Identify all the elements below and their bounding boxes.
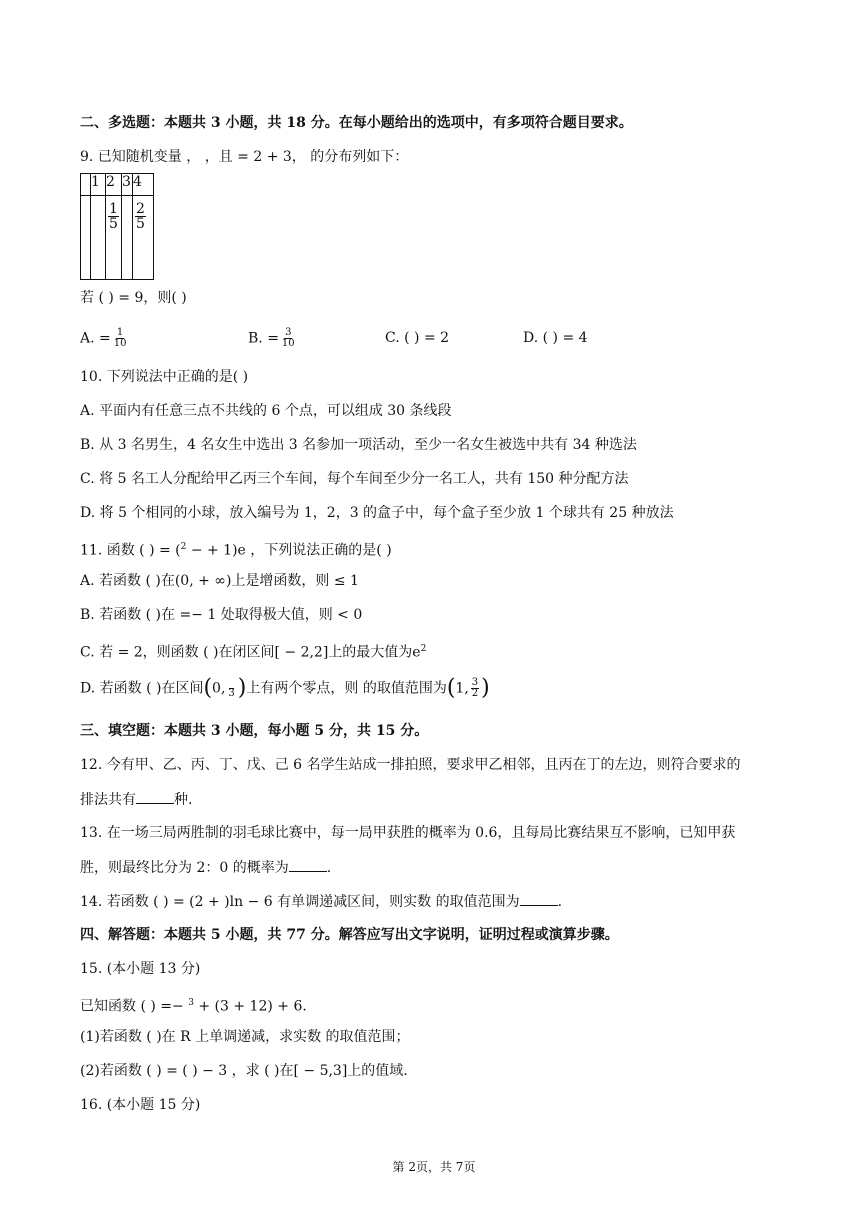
table-cell [81, 196, 91, 280]
interval-text: 0, [212, 680, 226, 697]
question-12-line2 [80, 789, 192, 810]
text-part: 14. 若函数 ( ) = (2 + )ln − 6 有单调递减区间，则实数 的取值范围为 [80, 894, 520, 910]
question-12-line1: 12. 今有甲、乙、丙、丁、戊、己 6 名学生站成一排拍照，要求甲乙相邻，且丙在丁的左边，则符合要求的 [80, 757, 741, 773]
text-part: 已知函数 ( ) =− [80, 998, 189, 1015]
table-row [81, 196, 154, 280]
question-11-stem [80, 537, 392, 561]
text-part: 胜，则最终比分为 2：0 的概率为 [80, 860, 289, 876]
table-cell [81, 174, 91, 196]
table-cell: 3 [122, 174, 133, 196]
option-9b [248, 328, 298, 349]
question-16-title: 16. (本小题 15 分) [80, 1097, 201, 1113]
option-fraction: $\frac{1}{10}$ [113, 327, 127, 349]
answer-blank [136, 789, 174, 804]
option-11a: A. 若函数 ( )在(0, + ∞)上是增函数，则 ≤ 1 [80, 573, 359, 589]
option-11d [80, 675, 490, 701]
probability-fraction: $\frac{1}{5}$ [109, 201, 118, 232]
question-9-stem: 9. 已知随机变量 ， ，且 = 2 + 3， 的分布列如下： [80, 149, 409, 165]
option-label: A. = [80, 330, 111, 347]
question-14 [80, 891, 562, 912]
question-9-condition: 若 ( ) = 9，则( ) [80, 290, 187, 306]
table-row [81, 174, 154, 196]
option-9c: C. ( ) = 2 [385, 330, 450, 346]
option-text: D. 若函数 ( )在区间 [80, 680, 204, 697]
table-cell [91, 196, 106, 280]
right-paren: ) [481, 675, 490, 701]
section-4-heading: 四、解答题：本题共 5 小题，共 77 分。解答应写出文字说明，证明过程或演算步骤。 [80, 927, 619, 943]
table-cell [106, 196, 122, 280]
option-label: B. = [248, 330, 279, 347]
answer-blank [520, 891, 558, 906]
question-15-part1: (1)若函数 ( )在 R 上单调递减，求实数 的取值范围； [80, 1029, 410, 1045]
text-part: 排法共有 [80, 792, 136, 808]
option-text: C. 若 = 2，则函数 ( )在闭区间[ − 2,2]上的最大值为e [80, 644, 421, 661]
option-11c [80, 639, 426, 663]
interval-fraction: $\frac{3}{2}$ [471, 677, 479, 699]
question-15-part2: (2)若函数 ( ) = ( ) − 3 ，求 ( )在[ − 5,3]上的值域. [80, 1063, 408, 1079]
left-paren: ( [203, 675, 213, 701]
section-2-heading: 二、多选题：本题共 3 小题，共 18 分。在每小题给出的选项中，有多项符合题目要求。 [80, 115, 633, 131]
option-text: 上有两个零点，则 的取值范围为 [246, 680, 447, 697]
option-10d: D. 将 5 个相同的小球，放入编号为 1，2，3 的盒子中，每个盒子至少放 1 个球共有 25 种放法 [80, 505, 674, 521]
page-footer: 第 2页，共 7页 [392, 1160, 476, 1174]
text-part: + (3 + 12) + 6. [193, 998, 307, 1015]
option-fraction: $\frac{3}{10}$ [281, 327, 295, 349]
right-paren: ) [237, 675, 247, 701]
stem-part: 11. 函数 ( ) = ( [80, 542, 181, 559]
question-10-stem: 10. 下列说法中正确的是( ) [80, 369, 249, 385]
stem-part: − + 1)e ，下列说法正确的是( ) [186, 542, 392, 559]
question-13-line2 [80, 857, 331, 878]
question-15-given [80, 993, 307, 1017]
question-13-line1: 13. 在一场三局两胜制的羽毛球比赛中，每一局甲获胜的概率为 0.6，且每局比赛结果互不影响，已知甲获 [80, 825, 736, 841]
option-10b: B. 从 3 名男生，4 名女生中选出 3 名参加一项活动，至少一名女生被选中共有 34 种选法 [80, 437, 637, 453]
option-10a: A. 平面内有任意三点不共线的 6 个点，可以组成 30 条线段 [80, 403, 452, 419]
table-cell: 2 [106, 174, 122, 196]
option-9a [80, 328, 129, 349]
table-cell: 4 [133, 174, 154, 196]
interval-text: 1, [455, 680, 469, 697]
option-10c: C. 将 5 名工人分配给甲乙丙三个车间，每个车间至少分一名工人，共有 150 种分配方法 [80, 471, 629, 487]
table-cell: 1 [91, 174, 106, 196]
exponent: 2 [180, 542, 187, 552]
exponent: 3 [188, 998, 194, 1008]
option-9d: D. ( ) = 4 [523, 330, 588, 346]
section-3-heading: 三、填空题：本题共 3 小题，每小题 5 分，共 15 分。 [80, 723, 429, 739]
text-part: 种. [174, 792, 193, 808]
left-paren: ( [446, 675, 456, 701]
exponent: 2 [420, 644, 427, 654]
distribution-table [80, 173, 154, 280]
table-cell [122, 196, 133, 280]
text-part: . [557, 894, 563, 910]
text-part: . [326, 860, 332, 876]
answer-blank [289, 857, 327, 872]
interval-fraction: 3 [227, 678, 235, 699]
probability-fraction: $\frac{2}{5}$ [136, 201, 145, 232]
option-11b: B. 若函数 ( )在 =− 1 处取得极大值，则 < 0 [80, 607, 363, 623]
question-15-title: 15. (本小题 13 分) [80, 961, 201, 977]
table-cell [133, 196, 154, 280]
